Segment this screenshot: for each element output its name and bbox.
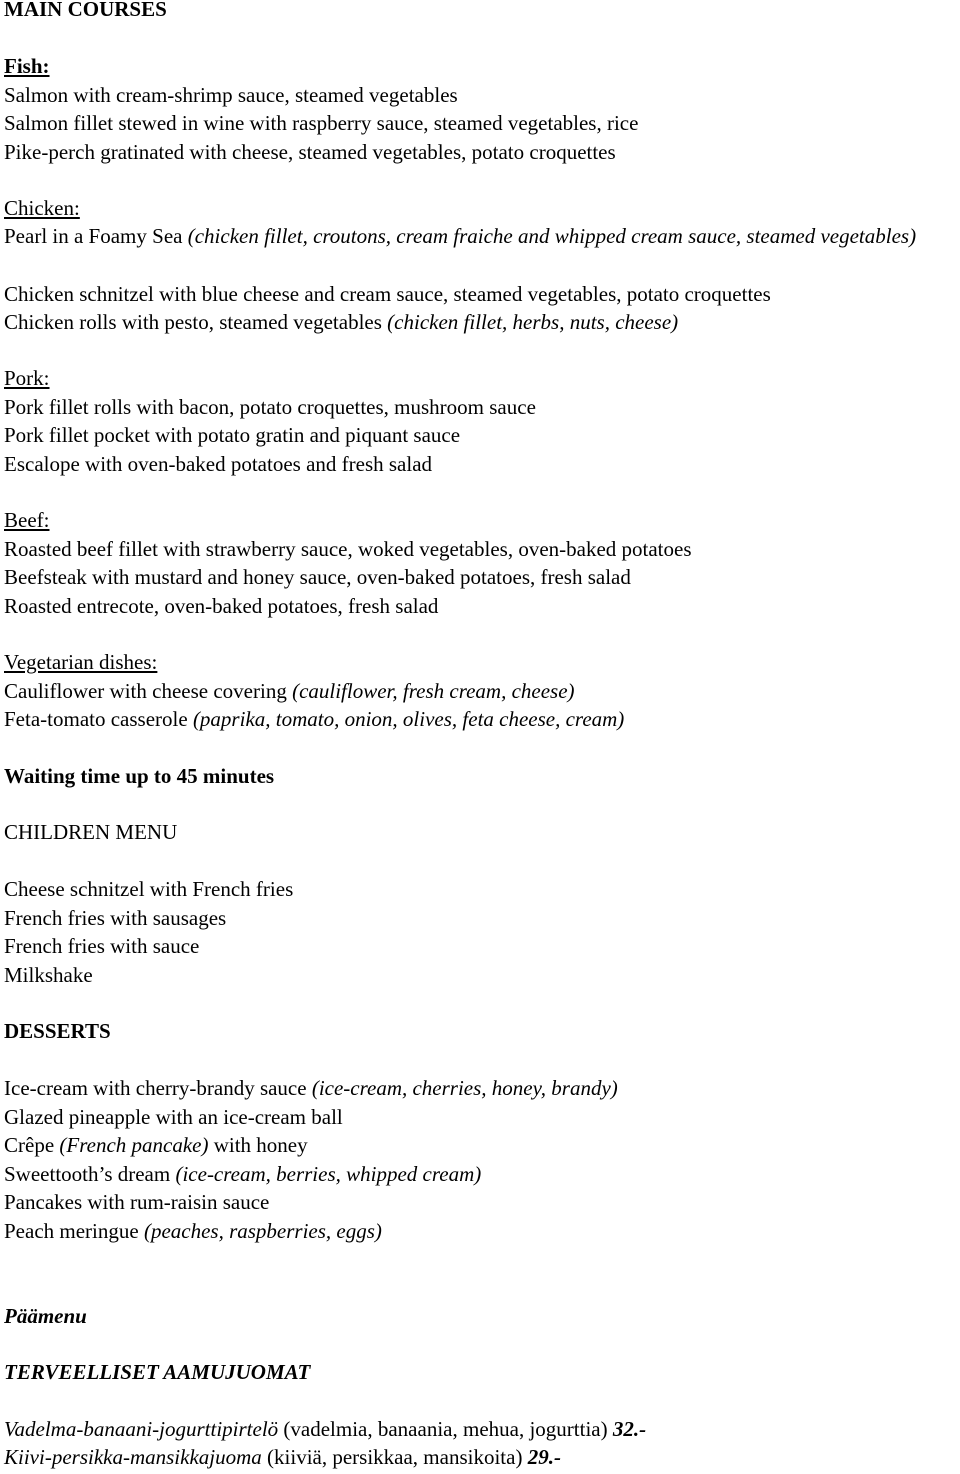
beef-heading: Beef: bbox=[4, 508, 50, 532]
drink-name: Vadelma-banaani-jogurttipirtelö bbox=[4, 1417, 279, 1441]
drink-item bbox=[4, 1445, 561, 1469]
desserts-title: DESSERTS bbox=[4, 1019, 111, 1043]
item-name: Peach meringue bbox=[4, 1219, 144, 1243]
item-note: (chicken fillet, herbs, nuts, cheese) bbox=[387, 310, 679, 334]
item-note: (ice-cream, berries, whipped cream) bbox=[175, 1162, 482, 1186]
item-note: (paprika, tomato, onion, olives, feta cheese, cream) bbox=[192, 707, 625, 731]
fish-heading: Fish: bbox=[4, 54, 50, 78]
menu-item: Roasted beef fillet with strawberry sauce, woked vegetables, oven-baked potatoes bbox=[4, 537, 692, 561]
item-name: Cauliflower with cheese covering bbox=[4, 679, 293, 703]
drink-name: Kiivi-persikka-mansikkajuoma bbox=[4, 1445, 262, 1469]
menu-item: Pork fillet rolls with bacon, potato croquettes, mushroom sauce bbox=[4, 395, 536, 419]
children-menu-title: CHILDREN MENU bbox=[4, 820, 178, 844]
item-note: (ice-cream, cherries, honey, brandy) bbox=[311, 1076, 618, 1100]
item-note: (peaches, raspberries, eggs) bbox=[143, 1219, 382, 1243]
menu-item: Pork fillet pocket with potato gratin and piquant sauce bbox=[4, 423, 461, 447]
item-note: (cauliflower, fresh cream, cheese) bbox=[292, 679, 575, 703]
menu-item: Pancakes with rum-raisin sauce bbox=[4, 1190, 270, 1214]
menu-item: Pike-perch gratinated with cheese, steamed vegetables, potato croquettes bbox=[4, 140, 616, 164]
menu-item bbox=[4, 707, 624, 731]
drink-ingredients: (vadelmia, banaania, mehua, jogurttia) bbox=[278, 1417, 613, 1441]
paamenu-title: Päämenu bbox=[4, 1304, 87, 1328]
menu-item: Escalope with oven-baked potatoes and fresh salad bbox=[4, 452, 433, 476]
item-note: (French pancake) bbox=[59, 1133, 209, 1157]
item-name: Ice-cream with cherry-brandy sauce bbox=[4, 1076, 312, 1100]
waiting-time-note: Waiting time up to 45 minutes bbox=[4, 764, 275, 788]
item-note: (chicken fillet, croutons, cream fraiche and whipped cream sauce, steamed vegetables) bbox=[187, 224, 917, 248]
item-name: Feta-tomato casserole bbox=[4, 707, 193, 731]
menu-item bbox=[4, 1162, 481, 1186]
chicken-heading: Chicken: bbox=[4, 196, 80, 220]
menu-item: Chicken schnitzel with blue cheese and cream sauce, steamed vegetables, potato croquettes bbox=[4, 282, 771, 306]
item-name: Sweettooth’s dream bbox=[4, 1162, 176, 1186]
menu-item: French fries with sauce bbox=[4, 934, 200, 958]
menu-item: French fries with sausages bbox=[4, 906, 227, 930]
menu-item: Milkshake bbox=[4, 963, 93, 987]
menu-item: Glazed pineapple with an ice-cream ball bbox=[4, 1105, 343, 1129]
drink-price: 29.- bbox=[527, 1445, 561, 1469]
item-name: Pearl in a Foamy Sea bbox=[4, 224, 188, 248]
menu-item bbox=[4, 1219, 382, 1243]
menu-item bbox=[4, 1076, 618, 1100]
drink-item bbox=[4, 1417, 646, 1441]
drink-price: 32.- bbox=[612, 1417, 647, 1441]
menu-item bbox=[4, 310, 678, 334]
menu-item: Beefsteak with mustard and honey sauce, oven-baked potatoes, fresh salad bbox=[4, 565, 631, 589]
item-name-suffix: with honey bbox=[208, 1133, 308, 1157]
main-courses-title: MAIN COURSES bbox=[4, 0, 167, 21]
pork-heading: Pork: bbox=[4, 366, 50, 390]
vegetarian-heading: Vegetarian dishes: bbox=[4, 650, 158, 674]
menu-item bbox=[4, 222, 958, 251]
menu-item bbox=[4, 1133, 308, 1157]
item-name: Chicken rolls with pesto, steamed vegetables bbox=[4, 310, 388, 334]
item-name: Crêpe bbox=[4, 1133, 60, 1157]
menu-item: Salmon fillet stewed in wine with raspberry sauce, steamed vegetables, rice bbox=[4, 111, 639, 135]
menu-item bbox=[4, 679, 575, 703]
menu-item: Cheese schnitzel with French fries bbox=[4, 877, 294, 901]
drink-ingredients: (kiiviä, persikkaa, mansikoita) bbox=[261, 1445, 528, 1469]
menu-item: Salmon with cream-shrimp sauce, steamed vegetables bbox=[4, 83, 458, 107]
drinks-title: TERVEELLISET AAMUJUOMAT bbox=[4, 1360, 311, 1384]
menu-item: Roasted entrecote, oven-baked potatoes, fresh salad bbox=[4, 594, 439, 618]
